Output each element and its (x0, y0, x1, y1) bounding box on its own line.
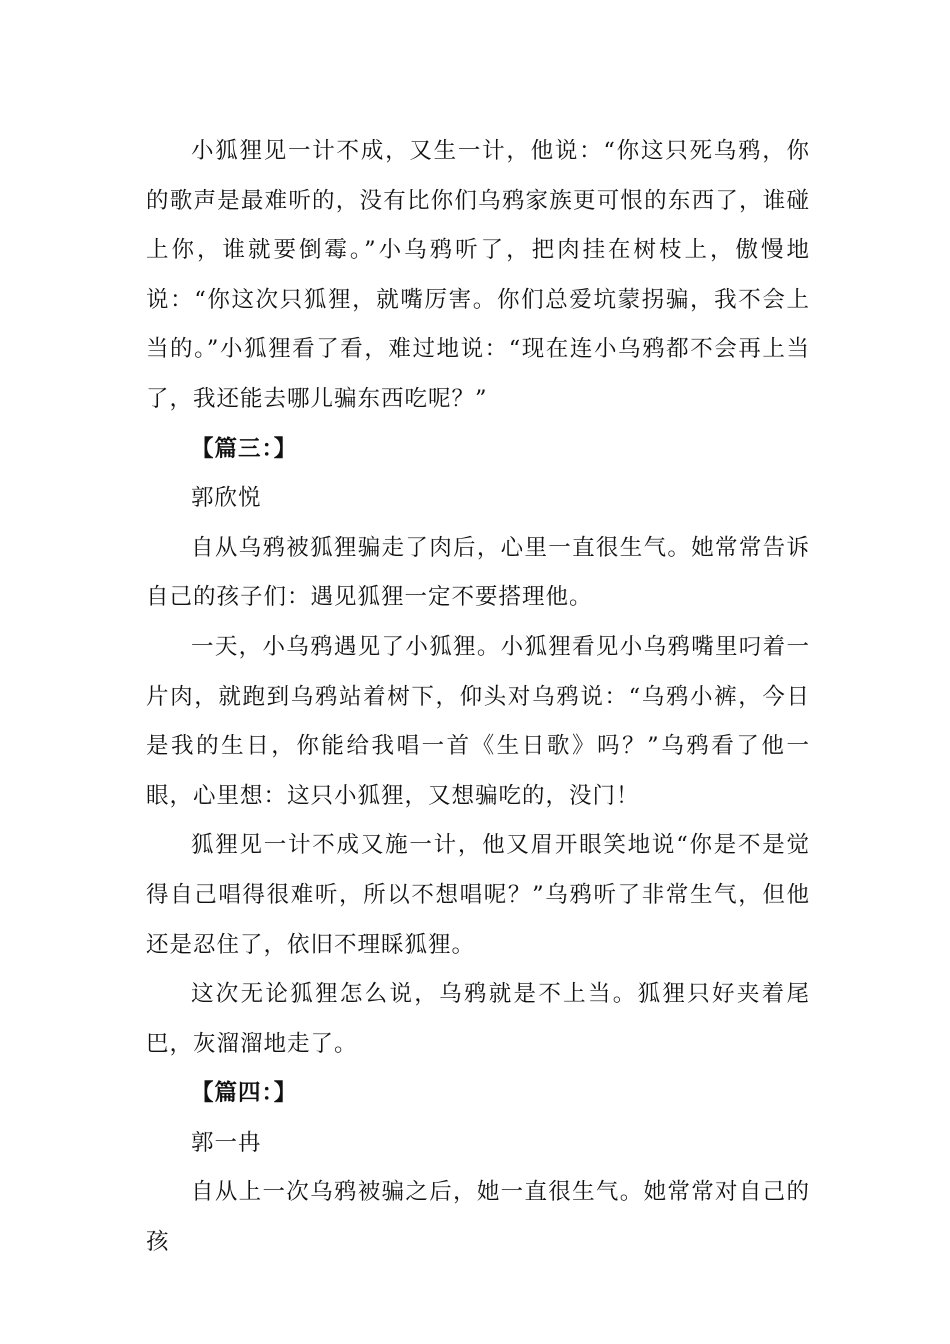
story-paragraph: 自从上一次乌鸦被骗之后，她一直很生气。她常常对自己的孩 (146, 1179, 810, 1256)
story-paragraph: 这次无论狐狸怎么说，乌鸦就是不上当。狐狸只好夹着尾巴，灰溜溜地走了。 (146, 981, 810, 1057)
story-paragraph: 狐狸见一计不成又施一计，他又眉开眼笑地说“你是不是觉得自己唱得很难听，所以不想唱呢？”乌鸦听了非常生气，但他还是忍住了，依旧不理睬狐狸。 (146, 832, 810, 958)
author-name: 郭一冉 (191, 1129, 262, 1156)
story-paragraph: 小狐狸见一计不成，又生一计，他说：“你这只死乌鸦，你的歌声是最难听的，没有比你们乌鸦家族更可恨的东西了，谁碰上你，谁就要倒霉。”小乌鸦听了，把肉挂在树枝上，傲慢地说：“你这次只狐狸，就嘴厉害。你们总爱坑蒙拐骗，我不会上当的。”小狐狸看了看，难过地说：“现在连小乌鸦都不会再上当了，我还能去哪儿骗东西吃呢？” (146, 138, 810, 412)
section-heading: 【篇四：】 (191, 1080, 298, 1107)
author-name: 郭欣悦 (191, 485, 262, 512)
story-paragraph: 一天，小乌鸦遇见了小狐狸。小狐狸看见小乌鸦嘴里叼着一片肉，就跑到乌鸦站着树下，仰头对乌鸦说：“乌鸦小裤，今日是我的生日，你能给我唱一首《生日歌》吗？”乌鸦看了他一眼，心里想：这只小狐狸，又想骗吃的，没门！ (146, 633, 810, 809)
story-paragraph: 自从乌鸦被狐狸骗走了肉后，心里一直很生气。她常常告诉自己的孩子们：遇见狐狸一定不要搭理他。 (146, 534, 810, 611)
section-heading: 【篇三：】 (191, 435, 298, 462)
